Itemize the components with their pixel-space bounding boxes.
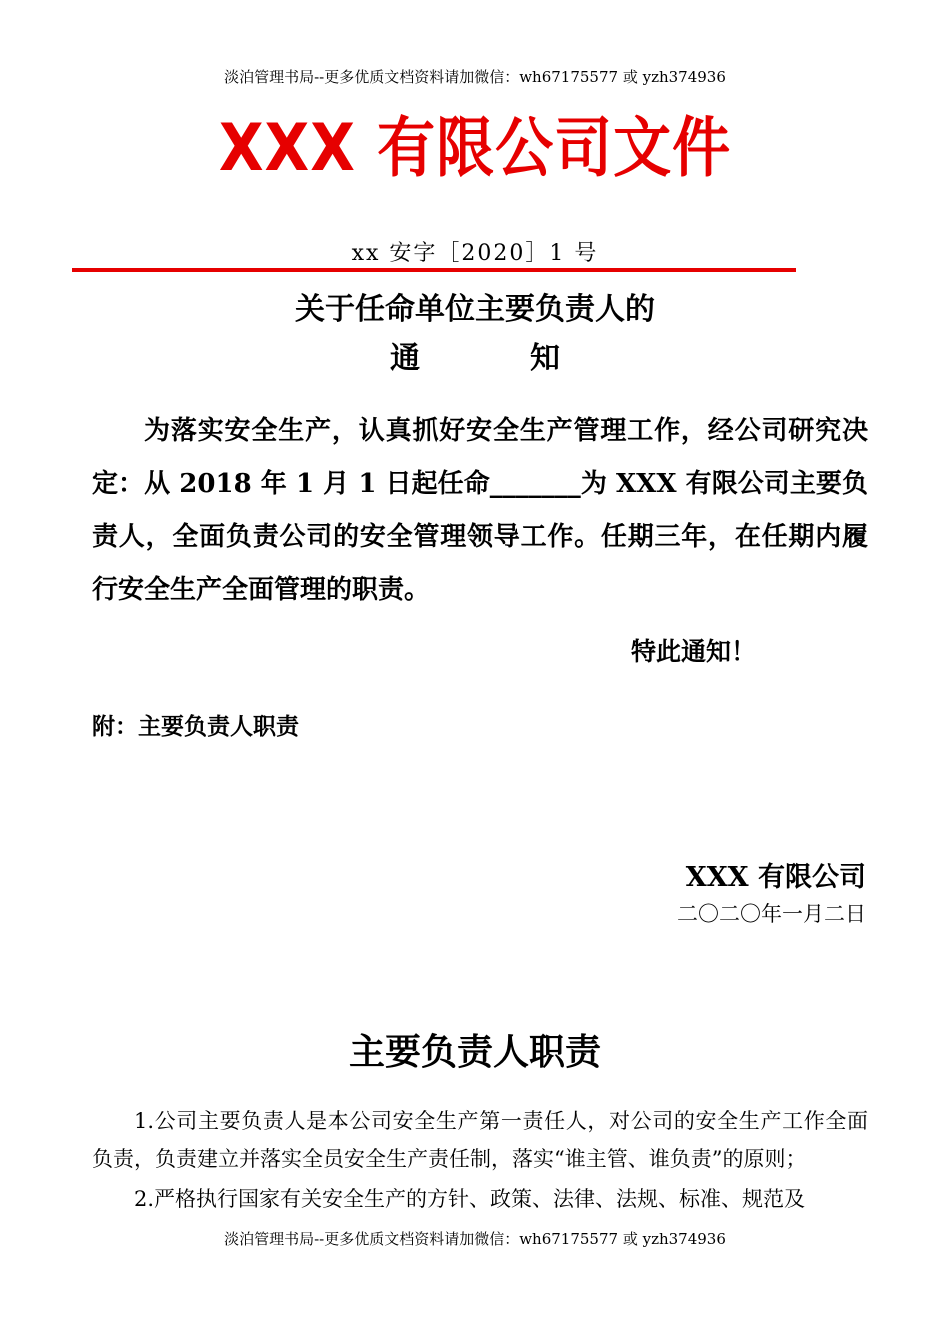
signature-date: 二〇二〇年一月二日: [677, 902, 866, 926]
attachment-line: 附：主要负责人职责: [92, 713, 299, 740]
document-red-header-title: XXX 有限公司文件: [218, 109, 732, 186]
notice-title-line-2: [0, 333, 950, 377]
header-watermark-note: 淡泊管理书局--更多优质文档资料请加微信：wh67175577 或 yzh374936: [224, 68, 726, 86]
duties-section-title: 主要负责人职责: [348, 1031, 601, 1073]
notice-body-paragraph: 为落实安全生产，认真抓好安全生产管理工作，经公司研究决定：从 2018 年 1 月 1 日起任命_______为 XXX 有限公司主要负责人，全面负责公司的安全管理领导工作。任期三年，在任期内履行安全生产全面管理的职责。: [92, 416, 868, 605]
duty-item-1: 1.公司主要负责人是本公司安全生产第一责任人，对公司的安全生产工作全面负责，负责建立并落实全员安全生产责任制，落实“谁主管、谁负责”的原则；: [92, 1109, 868, 1171]
signature-company: XXX 有限公司: [685, 862, 866, 893]
notice-title-char-2: 知: [530, 341, 560, 376]
duty-item-2: 2.严格执行国家有关安全生产的方针、政策、法律、法规、标准、规范及: [134, 1187, 806, 1211]
notice-closing: 特此通知！: [631, 637, 757, 666]
footer-watermark-note: 淡泊管理书局--更多优质文档资料请加微信：wh67175577 或 yzh374936: [224, 1230, 726, 1248]
notice-title-char-1: 通: [390, 341, 420, 376]
notice-title-line-1: 关于任命单位主要负责人的: [295, 292, 655, 327]
red-divider-line: [72, 268, 796, 272]
document-number: xx 安字［2020］1 号: [351, 241, 599, 266]
